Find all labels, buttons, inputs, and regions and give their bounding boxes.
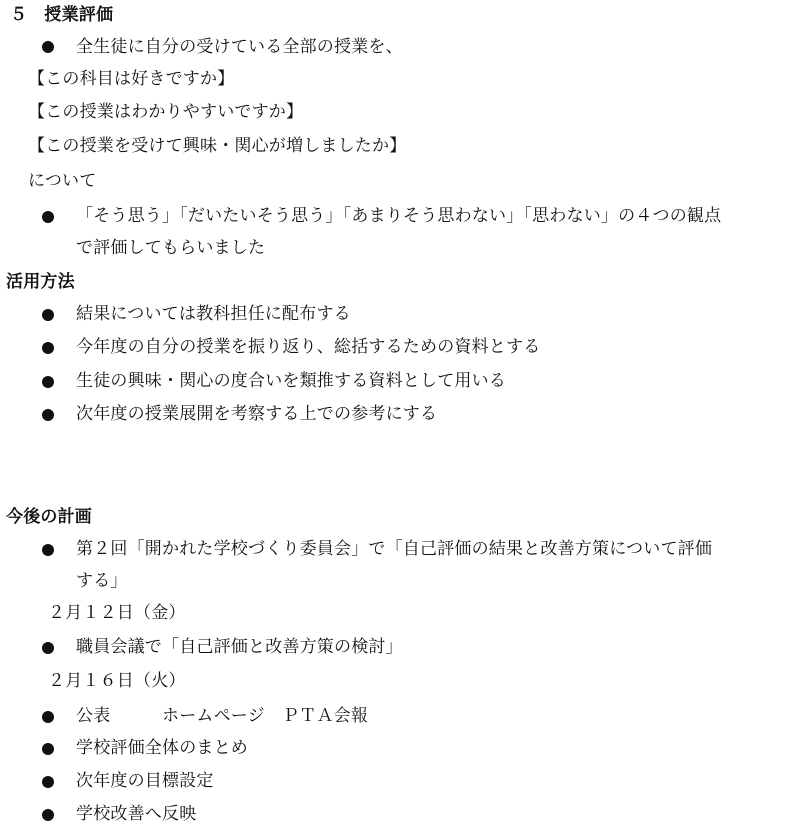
usage-item-1: 結果については教科担任に配布する bbox=[76, 304, 351, 324]
bullet-icon bbox=[42, 309, 54, 321]
bullet-icon bbox=[42, 41, 54, 53]
section-5-heading: ５ 授業評価 bbox=[10, 5, 114, 25]
bullet-icon bbox=[42, 809, 54, 821]
plan-date-2: ２月１６日（火） bbox=[48, 671, 186, 691]
bullet-icon bbox=[42, 743, 54, 755]
bullet-icon bbox=[42, 642, 54, 654]
bullet-icon bbox=[42, 776, 54, 788]
question-like: 【この科目は好きですか】 bbox=[28, 69, 235, 89]
plan-item-6: 学校改善へ反映 bbox=[76, 804, 197, 824]
section-5-bullet-2-line-1: 「そう思う」「だいたいそう思う」「あまりそう思わない」「思わない」の４つの観点 bbox=[76, 206, 722, 226]
usage-item-3: 生徒の興味・関心の度合いを類推する資料として用いる bbox=[76, 371, 506, 391]
section-5-bullet-1: 全生徒に自分の受けている全部の授業を、 bbox=[76, 37, 403, 57]
question-interest: 【この授業を受けて興味・関心が増しましたか】 bbox=[28, 136, 407, 156]
bullet-icon bbox=[42, 342, 54, 354]
usage-item-2: 今年度の自分の授業を振り返り、総括するための資料とする bbox=[76, 337, 541, 357]
bullet-icon bbox=[42, 409, 54, 421]
plan-item-3: 公表 ホームページ ＰＴＡ会報 bbox=[76, 706, 369, 726]
section-5-bullet-2-line-2: で評価してもらいました bbox=[76, 238, 266, 258]
plan-item-2: 職員会議で「自己評価と改善方策の検討」 bbox=[76, 637, 403, 657]
question-understand: 【この授業はわかりやすいですか】 bbox=[28, 102, 304, 122]
plan-heading: 今後の計画 bbox=[6, 507, 92, 527]
bullet-icon bbox=[42, 711, 54, 723]
usage-heading: 活用方法 bbox=[6, 272, 75, 292]
plan-date-1: ２月１２日（金） bbox=[48, 603, 186, 623]
plan-item-1-line-2: する」 bbox=[76, 571, 128, 591]
usage-item-4: 次年度の授業展開を考察する上での参考にする bbox=[76, 404, 438, 424]
bullet-icon bbox=[42, 544, 54, 556]
plan-item-5: 次年度の目標設定 bbox=[76, 771, 214, 791]
bullet-icon bbox=[42, 211, 54, 223]
bullet-icon bbox=[42, 376, 54, 388]
plan-item-4: 学校評価全体のまとめ bbox=[76, 738, 248, 758]
about-text: について bbox=[28, 171, 97, 191]
plan-item-1-line-1: 第２回「開かれた学校づくり委員会」で「自己評価の結果と改善方策について評価 bbox=[76, 539, 713, 559]
